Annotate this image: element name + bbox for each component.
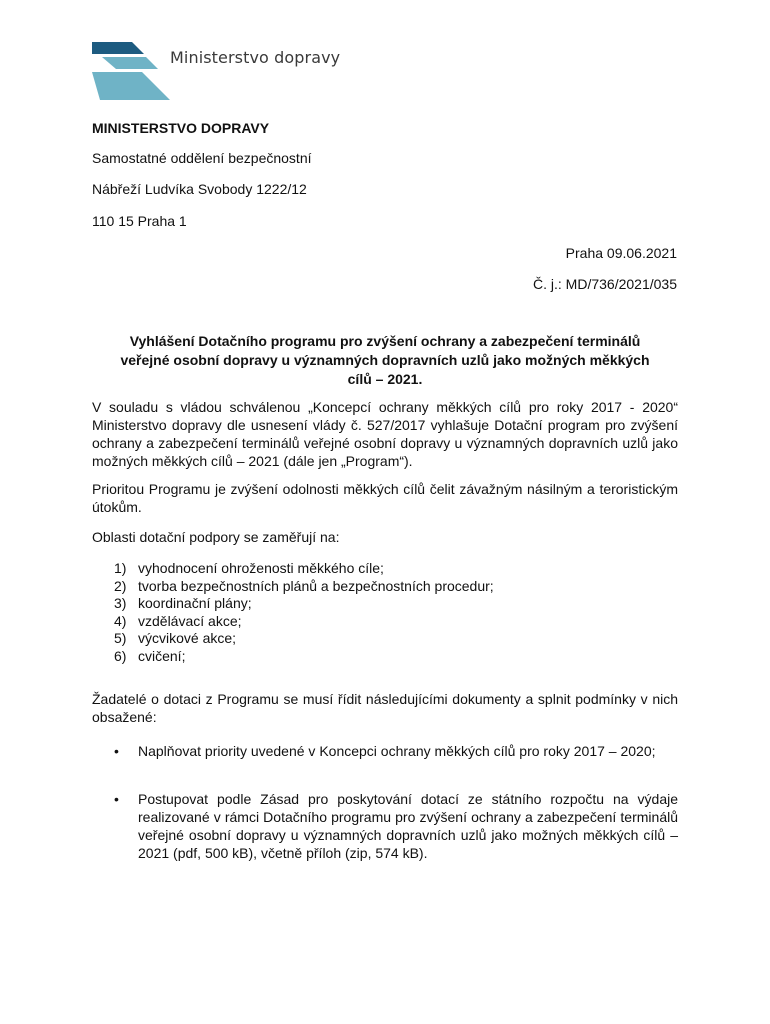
list-item: 6) cvičení; — [114, 647, 186, 664]
areas-intro: Oblasti dotační podpory se zaměřují na: — [92, 529, 340, 545]
bullet-icon: • — [114, 791, 119, 807]
list-item: 3) koordinační plány; — [114, 595, 252, 611]
list-item: 5) výcvikové akce; — [114, 630, 237, 646]
title-line-1: Vyhlášení Dotačního programu pro zvýšení ochrany a zabezpečení terminálů — [129, 333, 641, 349]
list-item: 1) vyhodnocení ohroženosti měkkého cíle; — [114, 560, 384, 576]
list-item: 2) tvorba bezpečnostních plánů a bezpečnostních procedur; — [114, 577, 494, 594]
date: Praha 09.06.2021 — [565, 245, 677, 261]
list-item: • Postupovat podle Zásad pro poskytování dotací ze státního rozpočtu na výdaje realizované v rámci Dotačního programu pro zvýšení ochrany a zabezpečení terminálů veřejné osobní dopravy u významných dopravních uzlů jako možných měkkých cílů – 2021 (pdf, 500 kB), včetně příloh (zip, 574 kB). — [114, 791, 678, 861]
areas-list — [114, 560, 494, 665]
org-name: MINISTERSTVO DOPRAVY — [92, 120, 270, 136]
city-address: 110 15 Praha 1 — [92, 213, 187, 229]
street-address: Nábřeží Ludvíka Svobody 1222/12 — [92, 181, 307, 197]
list-item: • Naplňovat priority uvedené v Koncepci ochrany měkkých cílů pro roky 2017 – 2020; — [114, 743, 656, 759]
priority-paragraph: Prioritou Programu je zvýšení odolnosti měkkých cílů čelit závažným násilným a teroristickým útokům. — [92, 481, 678, 515]
logo-text: Ministerstvo dopravy — [170, 48, 341, 67]
title-line-2: veřejné osobní dopravy u významných dopravních uzlů jako možných měkkých — [120, 352, 650, 368]
ministry-logo-icon — [92, 42, 170, 100]
list-item: 4) vzdělávací akce; — [114, 612, 242, 629]
department: Samostatné oddělení bezpečnostní — [92, 150, 312, 166]
title-line-3: cílů – 2021. — [347, 371, 423, 387]
requirements-list — [114, 742, 678, 760]
requirements-list-2 — [114, 790, 678, 862]
page-title — [92, 332, 678, 389]
applicants-paragraph: Žadatelé o dotaci z Programu se musí řídit následujícími dokumenty a splnit podmínky v nich obsažené: — [92, 691, 678, 725]
bullet-icon: • — [114, 743, 119, 759]
ministry-logo — [92, 42, 352, 100]
reference-number: Č. j.: MD/736/2021/035 — [533, 276, 677, 292]
intro-paragraph: V souladu s vládou schválenou „Koncepcí ochrany měkkých cílů pro roky 2017 - 2020“ Ministerstvo dopravy dle usnesení vlády č. 527/2017 vyhlašuje Dotační program pro zvýšení ochrany a zabezpečení terminálů veřejné osobní dopravy u významných dopravních uzlů jako možných měkkých cílů – 2021 (dále jen „Program“). — [92, 399, 678, 469]
